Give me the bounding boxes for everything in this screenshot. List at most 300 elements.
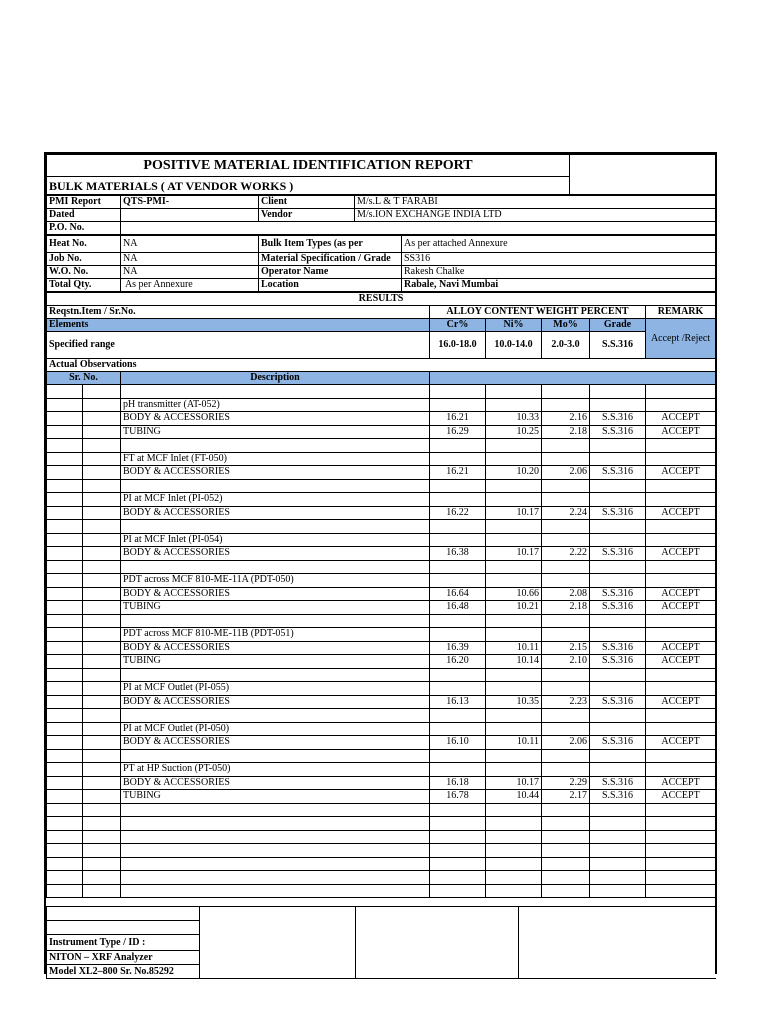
logo-box: [570, 155, 716, 195]
ni-value: 10.33: [486, 412, 542, 426]
cr-value: [430, 614, 486, 628]
sr-no-sub-cell: [83, 466, 121, 480]
ni-header: Ni%: [486, 319, 542, 332]
cr-value: [430, 871, 486, 885]
info-table: [46, 195, 716, 235]
mo-value: [542, 871, 590, 885]
srno-header: Sr. No.: [47, 372, 121, 385]
table-row: [47, 857, 716, 871]
remark-value: [646, 817, 716, 831]
sr-no-cell: [47, 668, 83, 682]
remark-value: ACCEPT: [646, 412, 716, 426]
client-value: M/s.L & T FARABI: [355, 196, 716, 209]
header-table: [46, 154, 716, 195]
sr-no-sub-cell: [83, 803, 121, 817]
mo-value: [542, 520, 590, 534]
sr-no-sub-cell: [83, 817, 121, 831]
remark-value: ACCEPT: [646, 506, 716, 520]
grade-value: [590, 385, 646, 399]
table-row: [47, 533, 716, 547]
ni-value: 10.20: [486, 466, 542, 480]
grade-value: S.S.316: [590, 547, 646, 561]
table-row: [47, 817, 716, 831]
sr-no-cell: [47, 871, 83, 885]
cr-value: 16.21: [430, 412, 486, 426]
description-cell: BODY & ACCESSORIES: [121, 466, 430, 480]
sr-no-sub-cell: [83, 412, 121, 426]
table-row: [47, 412, 716, 426]
table-row: [47, 749, 716, 763]
grade-value: [590, 493, 646, 507]
vendor-label: Vendor: [259, 209, 355, 222]
cr-value: [430, 857, 486, 871]
mo-value: [542, 817, 590, 831]
ni-value: [486, 385, 542, 399]
grade-value: [590, 574, 646, 588]
remark-label: REMARK: [646, 306, 716, 319]
cr-value: [430, 884, 486, 898]
table-row: [47, 884, 716, 898]
mo-value: [542, 439, 590, 453]
sr-no-cell: [47, 655, 83, 669]
mo-value: 2.08: [542, 587, 590, 601]
description-cell: [121, 844, 430, 858]
grade-value: [590, 452, 646, 466]
dated-label: Dated: [47, 209, 121, 222]
cr-value: [430, 574, 486, 588]
pmi-report-value: QTS-PMI-: [121, 196, 259, 209]
location-label: Location: [259, 279, 402, 292]
ni-value: [486, 749, 542, 763]
sr-no-sub-cell: [83, 560, 121, 574]
ni-value: [486, 884, 542, 898]
remark-value: [646, 749, 716, 763]
remark-value: [646, 682, 716, 696]
sr-no-cell: [47, 709, 83, 723]
mo-header: Mo%: [542, 319, 590, 332]
mo-value: 2.15: [542, 641, 590, 655]
ni-value: [486, 803, 542, 817]
mo-value: 2.10: [542, 655, 590, 669]
cr-value: 16.48: [430, 601, 486, 615]
sr-no-sub-cell: [83, 533, 121, 547]
description-cell: [121, 479, 430, 493]
client-label: Client: [259, 196, 355, 209]
sr-no-sub-cell: [83, 722, 121, 736]
ni-value: [486, 857, 542, 871]
cr-value: [430, 803, 486, 817]
po-value: [121, 222, 716, 235]
table-row: [47, 466, 716, 480]
remark-value: [646, 560, 716, 574]
mo-value: [542, 763, 590, 777]
mo-value: 2.22: [542, 547, 590, 561]
sr-no-cell: [47, 466, 83, 480]
sr-no-sub-cell: [83, 425, 121, 439]
results-label: RESULTS: [47, 293, 716, 306]
mo-value: [542, 884, 590, 898]
mo-value: 2.18: [542, 425, 590, 439]
sr-no-cell: [47, 479, 83, 493]
sr-no-sub-cell: [83, 682, 121, 696]
location-value: Rabale, Navi Mumbai: [402, 279, 716, 292]
description-cell: BODY & ACCESSORIES: [121, 776, 430, 790]
table-row: [47, 763, 716, 777]
grade-value: [590, 709, 646, 723]
table-row: [47, 655, 716, 669]
elements-label: Elements: [47, 319, 430, 332]
remark-value: ACCEPT: [646, 587, 716, 601]
cr-value: [430, 709, 486, 723]
description-cell: TUBING: [121, 790, 430, 804]
description-cell: BODY & ACCESSORIES: [121, 506, 430, 520]
table-row: [47, 709, 716, 723]
sr-no-sub-cell: [83, 628, 121, 642]
mo-value: [542, 493, 590, 507]
cr-value: 16.20: [430, 655, 486, 669]
mo-value: [542, 614, 590, 628]
table-row: [47, 830, 716, 844]
cr-value: 16.39: [430, 641, 486, 655]
grade-value: [590, 803, 646, 817]
cr-value: 16.38: [430, 547, 486, 561]
remark-value: ACCEPT: [646, 776, 716, 790]
grade-value: [590, 560, 646, 574]
remark-value: [646, 614, 716, 628]
ni-value: [486, 722, 542, 736]
ni-value: [486, 479, 542, 493]
instrument-model: Model XL2–800 Sr. No.85292: [47, 965, 200, 979]
ni-value: [486, 560, 542, 574]
footer-cell: [47, 907, 200, 921]
sr-no-cell: [47, 749, 83, 763]
grade-value: [590, 398, 646, 412]
ni-value: 10.35: [486, 695, 542, 709]
description-cell: BODY & ACCESSORIES: [121, 412, 430, 426]
mo-value: [542, 560, 590, 574]
grade-value: [590, 844, 646, 858]
footer-cell: [47, 921, 200, 935]
table-row: [47, 439, 716, 453]
grade-value: [590, 439, 646, 453]
report-subtitle: BULK MATERIALS ( AT VENDOR WORKS ): [47, 177, 570, 195]
sr-no-cell: [47, 803, 83, 817]
table-row: [47, 803, 716, 817]
sr-no-cell: [47, 574, 83, 588]
grade-value: [590, 749, 646, 763]
wo-label: W.O. No.: [47, 266, 121, 279]
description-cell: pH transmitter (AT-052): [121, 398, 430, 412]
sr-no-cell: [47, 601, 83, 615]
sr-no-cell: [47, 412, 83, 426]
mo-value: [542, 682, 590, 696]
description-cell: [121, 668, 430, 682]
grade-value: [590, 884, 646, 898]
sr-no-cell: [47, 695, 83, 709]
qty-value: As per Annexure: [121, 279, 259, 292]
operator-label: Operator Name: [259, 266, 402, 279]
ni-value: [486, 398, 542, 412]
remark-value: ACCEPT: [646, 790, 716, 804]
vendor-value: M/s.ION EXCHANGE INDIA LTD: [355, 209, 716, 222]
grade-value: [590, 817, 646, 831]
pmi-report-label: PMI Report: [47, 196, 121, 209]
sr-no-sub-cell: [83, 871, 121, 885]
remark-value: ACCEPT: [646, 695, 716, 709]
grade-value: S.S.316: [590, 655, 646, 669]
mo-value: [542, 857, 590, 871]
sr-no-sub-cell: [83, 884, 121, 898]
table-row: [47, 844, 716, 858]
ni-value: [486, 493, 542, 507]
sr-no-cell: [47, 547, 83, 561]
wo-value: NA: [121, 266, 259, 279]
mo-value: [542, 574, 590, 588]
sr-no-sub-cell: [83, 385, 121, 399]
description-cell: [121, 871, 430, 885]
sr-no-cell: [47, 560, 83, 574]
grade-value: [590, 871, 646, 885]
sr-no-sub-cell: [83, 857, 121, 871]
cr-value: [430, 628, 486, 642]
grade-value: S.S.316: [590, 641, 646, 655]
ni-value: [486, 817, 542, 831]
remark-value: [646, 520, 716, 534]
mo-value: [542, 533, 590, 547]
remark-value: [646, 385, 716, 399]
mo-value: [542, 385, 590, 399]
sr-no-cell: [47, 722, 83, 736]
cr-value: [430, 493, 486, 507]
description-cell: [121, 520, 430, 534]
mo-value: 2.17: [542, 790, 590, 804]
sr-no-sub-cell: [83, 439, 121, 453]
details-table: [46, 235, 716, 292]
remark-value: ACCEPT: [646, 736, 716, 750]
spec-grade: S.S.316: [590, 332, 646, 359]
description-cell: BODY & ACCESSORIES: [121, 695, 430, 709]
job-value: NA: [121, 253, 259, 266]
grade-value: [590, 479, 646, 493]
table-row: [47, 574, 716, 588]
description-cell: BODY & ACCESSORIES: [121, 736, 430, 750]
cr-value: [430, 749, 486, 763]
sr-no-cell: [47, 520, 83, 534]
remark-value: [646, 398, 716, 412]
table-row: [47, 547, 716, 561]
reqstn-label: Reqstn.Item / Sr.No.: [47, 306, 430, 319]
table-row: [47, 425, 716, 439]
sr-no-cell: [47, 425, 83, 439]
ni-value: [486, 668, 542, 682]
grade-value: [590, 628, 646, 642]
instrument-label: Instrument Type / ID :: [47, 935, 200, 951]
cr-value: 16.18: [430, 776, 486, 790]
mo-value: 2.23: [542, 695, 590, 709]
ni-value: 10.17: [486, 776, 542, 790]
operator-value: Rakesh Chalke: [402, 266, 716, 279]
grade-value: S.S.316: [590, 506, 646, 520]
sr-no-cell: [47, 736, 83, 750]
actual-observations-label: Actual Observations: [47, 359, 716, 372]
mo-value: 2.16: [542, 412, 590, 426]
ni-value: 10.17: [486, 506, 542, 520]
cr-value: [430, 452, 486, 466]
accept-reject-header: Accept /Reject: [646, 319, 716, 359]
cr-value: [430, 763, 486, 777]
cr-value: [430, 520, 486, 534]
table-row: [47, 614, 716, 628]
mo-value: 2.29: [542, 776, 590, 790]
remark-value: [646, 722, 716, 736]
remark-value: [646, 830, 716, 844]
sr-no-sub-cell: [83, 695, 121, 709]
description-cell: PI at MCF Inlet (PI-052): [121, 493, 430, 507]
table-row: [47, 479, 716, 493]
description-cell: [121, 385, 430, 399]
cr-value: [430, 682, 486, 696]
table-row: [47, 641, 716, 655]
ni-value: [486, 871, 542, 885]
sr-no-cell: [47, 587, 83, 601]
ni-value: [486, 439, 542, 453]
ni-value: 10.44: [486, 790, 542, 804]
sr-no-cell: [47, 506, 83, 520]
cr-value: 16.64: [430, 587, 486, 601]
results-blank-header: [430, 372, 716, 385]
table-row: [47, 668, 716, 682]
description-cell: PDT across MCF 810-ME-11B (PDT-051): [121, 628, 430, 642]
mo-value: [542, 830, 590, 844]
table-row: [47, 385, 716, 399]
instrument-name: NITON – XRF Analyzer: [47, 951, 200, 965]
report-title: POSITIVE MATERIAL IDENTIFICATION REPORT: [47, 155, 570, 177]
grade-value: [590, 668, 646, 682]
mo-value: 2.06: [542, 736, 590, 750]
table-row: [47, 452, 716, 466]
table-row: [47, 776, 716, 790]
table-row: [47, 520, 716, 534]
remark-value: [646, 533, 716, 547]
mo-value: [542, 398, 590, 412]
footer-signature-1: [200, 907, 356, 979]
description-cell: [121, 803, 430, 817]
mo-value: [542, 749, 590, 763]
sr-no-sub-cell: [83, 763, 121, 777]
sr-no-sub-cell: [83, 790, 121, 804]
cr-value: [430, 817, 486, 831]
table-row: [47, 722, 716, 736]
footer-table: [46, 906, 716, 979]
sr-no-sub-cell: [83, 587, 121, 601]
remark-value: [646, 709, 716, 723]
grade-value: S.S.316: [590, 601, 646, 615]
ni-value: [486, 452, 542, 466]
sr-no-cell: [47, 614, 83, 628]
ni-value: [486, 520, 542, 534]
sr-no-sub-cell: [83, 520, 121, 534]
sr-no-cell: [47, 682, 83, 696]
grade-value: S.S.316: [590, 776, 646, 790]
cr-header: Cr%: [430, 319, 486, 332]
grade-value: S.S.316: [590, 736, 646, 750]
ni-value: 10.25: [486, 425, 542, 439]
remark-value: ACCEPT: [646, 425, 716, 439]
sr-no-cell: [47, 439, 83, 453]
cr-value: [430, 439, 486, 453]
table-row: [47, 682, 716, 696]
table-row: [47, 560, 716, 574]
sr-no-sub-cell: [83, 574, 121, 588]
ni-value: 10.21: [486, 601, 542, 615]
description-cell: BODY & ACCESSORIES: [121, 587, 430, 601]
table-row: [47, 736, 716, 750]
description-cell: BODY & ACCESSORIES: [121, 641, 430, 655]
description-cell: BODY & ACCESSORIES: [121, 547, 430, 561]
sr-no-cell: [47, 817, 83, 831]
mo-value: [542, 709, 590, 723]
description-cell: [121, 857, 430, 871]
sr-no-sub-cell: [83, 493, 121, 507]
sr-no-cell: [47, 844, 83, 858]
table-row: [47, 628, 716, 642]
ni-value: [486, 574, 542, 588]
cr-value: [430, 668, 486, 682]
cr-value: [430, 398, 486, 412]
remark-value: [646, 493, 716, 507]
cr-value: [430, 533, 486, 547]
mo-value: [542, 803, 590, 817]
description-cell: [121, 817, 430, 831]
cr-value: 16.13: [430, 695, 486, 709]
cr-value: 16.10: [430, 736, 486, 750]
table-row: [47, 493, 716, 507]
mo-value: [542, 452, 590, 466]
mo-value: 2.24: [542, 506, 590, 520]
table-row: [47, 587, 716, 601]
cr-value: [430, 560, 486, 574]
ni-value: [486, 830, 542, 844]
description-cell: [121, 709, 430, 723]
sr-no-cell: [47, 628, 83, 642]
ni-value: [486, 844, 542, 858]
remark-value: [646, 479, 716, 493]
footer-signature-3: [519, 907, 716, 979]
grade-value: [590, 763, 646, 777]
description-cell: TUBING: [121, 601, 430, 615]
description-header: Description: [121, 372, 430, 385]
ni-value: [486, 709, 542, 723]
remark-value: [646, 763, 716, 777]
mo-value: [542, 722, 590, 736]
sr-no-cell: [47, 533, 83, 547]
remark-value: [646, 452, 716, 466]
description-cell: TUBING: [121, 655, 430, 669]
po-label: P.O. No.: [47, 222, 121, 235]
remark-value: [646, 884, 716, 898]
ni-value: [486, 763, 542, 777]
grade-value: S.S.316: [590, 587, 646, 601]
matspec-label: Material Specification / Grade: [259, 253, 402, 266]
sr-no-sub-cell: [83, 776, 121, 790]
ni-value: 10.14: [486, 655, 542, 669]
sr-no-sub-cell: [83, 601, 121, 615]
grade-value: [590, 533, 646, 547]
mo-value: [542, 668, 590, 682]
sr-no-cell: [47, 641, 83, 655]
sr-no-cell: [47, 452, 83, 466]
description-cell: PI at MCF Outlet (PI-050): [121, 722, 430, 736]
